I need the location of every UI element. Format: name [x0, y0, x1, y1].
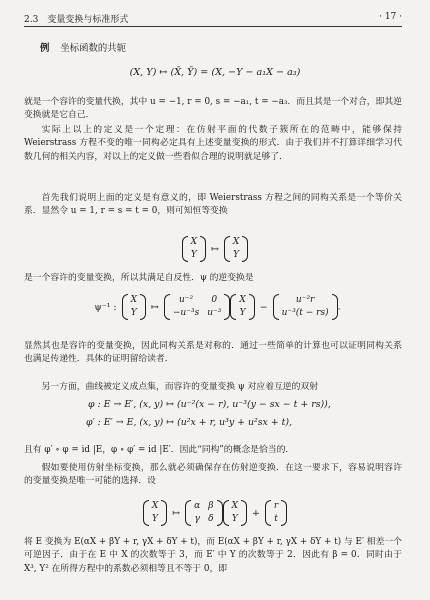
vector-entry: u⁻²r [295, 295, 315, 305]
identity-transform [0, 236, 430, 262]
matrix-entry: β [208, 501, 214, 511]
vector-entry: Y [190, 250, 197, 260]
example-equation: (X, Y) ↦ (X̄, Ȳ) = (X, −Y − a₁X − a₃) [129, 67, 301, 78]
affine-vector [223, 500, 247, 526]
maps-to-symbol: ↦ [172, 507, 181, 519]
vector-entry: X [231, 501, 239, 511]
vector-entry: X [151, 501, 159, 511]
vector-entry: Y [152, 514, 158, 524]
affine-matrix [185, 500, 223, 526]
identity-rhs-vector [224, 236, 248, 262]
maps-to-symbol: ↦ [211, 243, 219, 255]
paragraph-9: 将 E 变换为 E(αX + βY + r, γX + δY + t)，而 E(αX + βY + r, γX + δY + t) 与 E′ 相差一个可逆因子．由于在 E 中 X 的次数等于 3，而 E′ 中 Y 的次数等于 2．因此有 β = 0．同时由于 X³, Y² 在所得方程中的系数必须相等且不等于 0，即 [24, 537, 402, 574]
matrix-entry: −u⁻³s [172, 308, 200, 318]
paragraph-8: 假如要使用仿射坐标变换，那么就必须确保存在仿射逆变换．在这一要求下，容易说明容许的变量变换是唯一可能的选择．设 [24, 463, 402, 487]
vector-entry: Y [233, 250, 240, 260]
section-title: 2.3 变量变换与标准形式 [24, 15, 129, 25]
period-symbol: . [337, 301, 341, 313]
vector-entry: Y [130, 308, 137, 318]
example-label: 例 [40, 43, 50, 54]
paragraph-3: 首先我们说明上面的定义是有意义的，即 Weierstrass 方程之间的同构关系是一个等价关系．显然令 u = 1, r = s = t = 0，则可知恒等变换 [24, 193, 402, 217]
vector-entry: t [274, 514, 278, 524]
paragraph-5: 显然其也是容许的变量变换，因此同构关系是对称的．通过一些简单的计算也可以证明同构关系也满足传递性．具体的证明留给读者． [24, 341, 402, 365]
inverse-lhs-vector [122, 294, 146, 320]
matrix-entry: 0 [211, 295, 218, 305]
vector-entry: X [232, 237, 240, 247]
page-number: · 17 · [379, 12, 402, 22]
affine-transform [0, 500, 430, 526]
bijection-phi: φ : E → E′, (x, y) ↦ (u⁻²(x − r), u⁻³(y − sx − t + rs)), [88, 399, 331, 410]
matrix-entry: δ [208, 514, 214, 524]
affine-lhs-vector [143, 500, 167, 526]
inverse-shift-vector [273, 294, 338, 320]
paragraph-1: 就是一个容许的变量代换，其中 u = −1, r = 0, s = −a₁, t = −a₃．而且其是一个对合，即其逆变换就是它自己． [24, 97, 402, 121]
vector-entry: r [273, 501, 279, 511]
identity-lhs-vector [182, 236, 206, 262]
plus-symbol: + [252, 507, 260, 519]
inverse-prefix: ψ⁻¹ : [94, 301, 117, 313]
vector-entry: X [190, 237, 198, 247]
page-header [24, 8, 402, 27]
affine-shift-vector [265, 500, 287, 526]
inverse-transform [0, 294, 430, 320]
paragraph-2: 实际上以上的定义是一个定理：在仿射平面的代数子簇所在的范畴中，能够保持 Weierstrass 方程不变的唯一同构必定具有上述变量变换的形式．由于我们并不打算详细学习代数几何的相关内容，对以上的定义做一些看似合理的说明就足够了． [24, 125, 402, 162]
paragraph-7: 且有 φ′ ∘ φ = id |E，φ ∘ φ′ = id |E′．因此“同构”的概念是恰当的． [24, 445, 295, 455]
inverse-vector [230, 294, 254, 320]
matrix-entry: α [194, 501, 201, 511]
paragraph-4: 是一个容许的变量变换，所以其满足自反性．ψ 的逆变换是 [24, 273, 254, 283]
vector-entry: Y [239, 308, 246, 318]
paragraph-6: 另一方面，曲线被定义成点集，而容许的变量变换 ψ 对应着互逆的双射 [41, 382, 318, 392]
bijection-phi-prime: φ′ : E′ → E, (x, y) ↦ (u²x + r, u³y + u²sx + t), [86, 417, 293, 428]
vector-entry: X [130, 295, 138, 305]
inverse-matrix [164, 294, 230, 320]
matrix-entry: γ [194, 514, 200, 524]
maps-to-symbol: ↦ [151, 301, 159, 313]
vector-entry: Y [231, 514, 238, 524]
matrix-entry: u⁻² [178, 295, 194, 305]
vector-entry: u⁻³(t − rs) [281, 308, 329, 318]
minus-symbol: − [259, 301, 268, 313]
example-heading [40, 40, 126, 54]
vector-entry: X [239, 295, 246, 305]
example-title: 坐标函数的共轭 [60, 43, 127, 54]
matrix-entry: u⁻³ [207, 308, 222, 318]
